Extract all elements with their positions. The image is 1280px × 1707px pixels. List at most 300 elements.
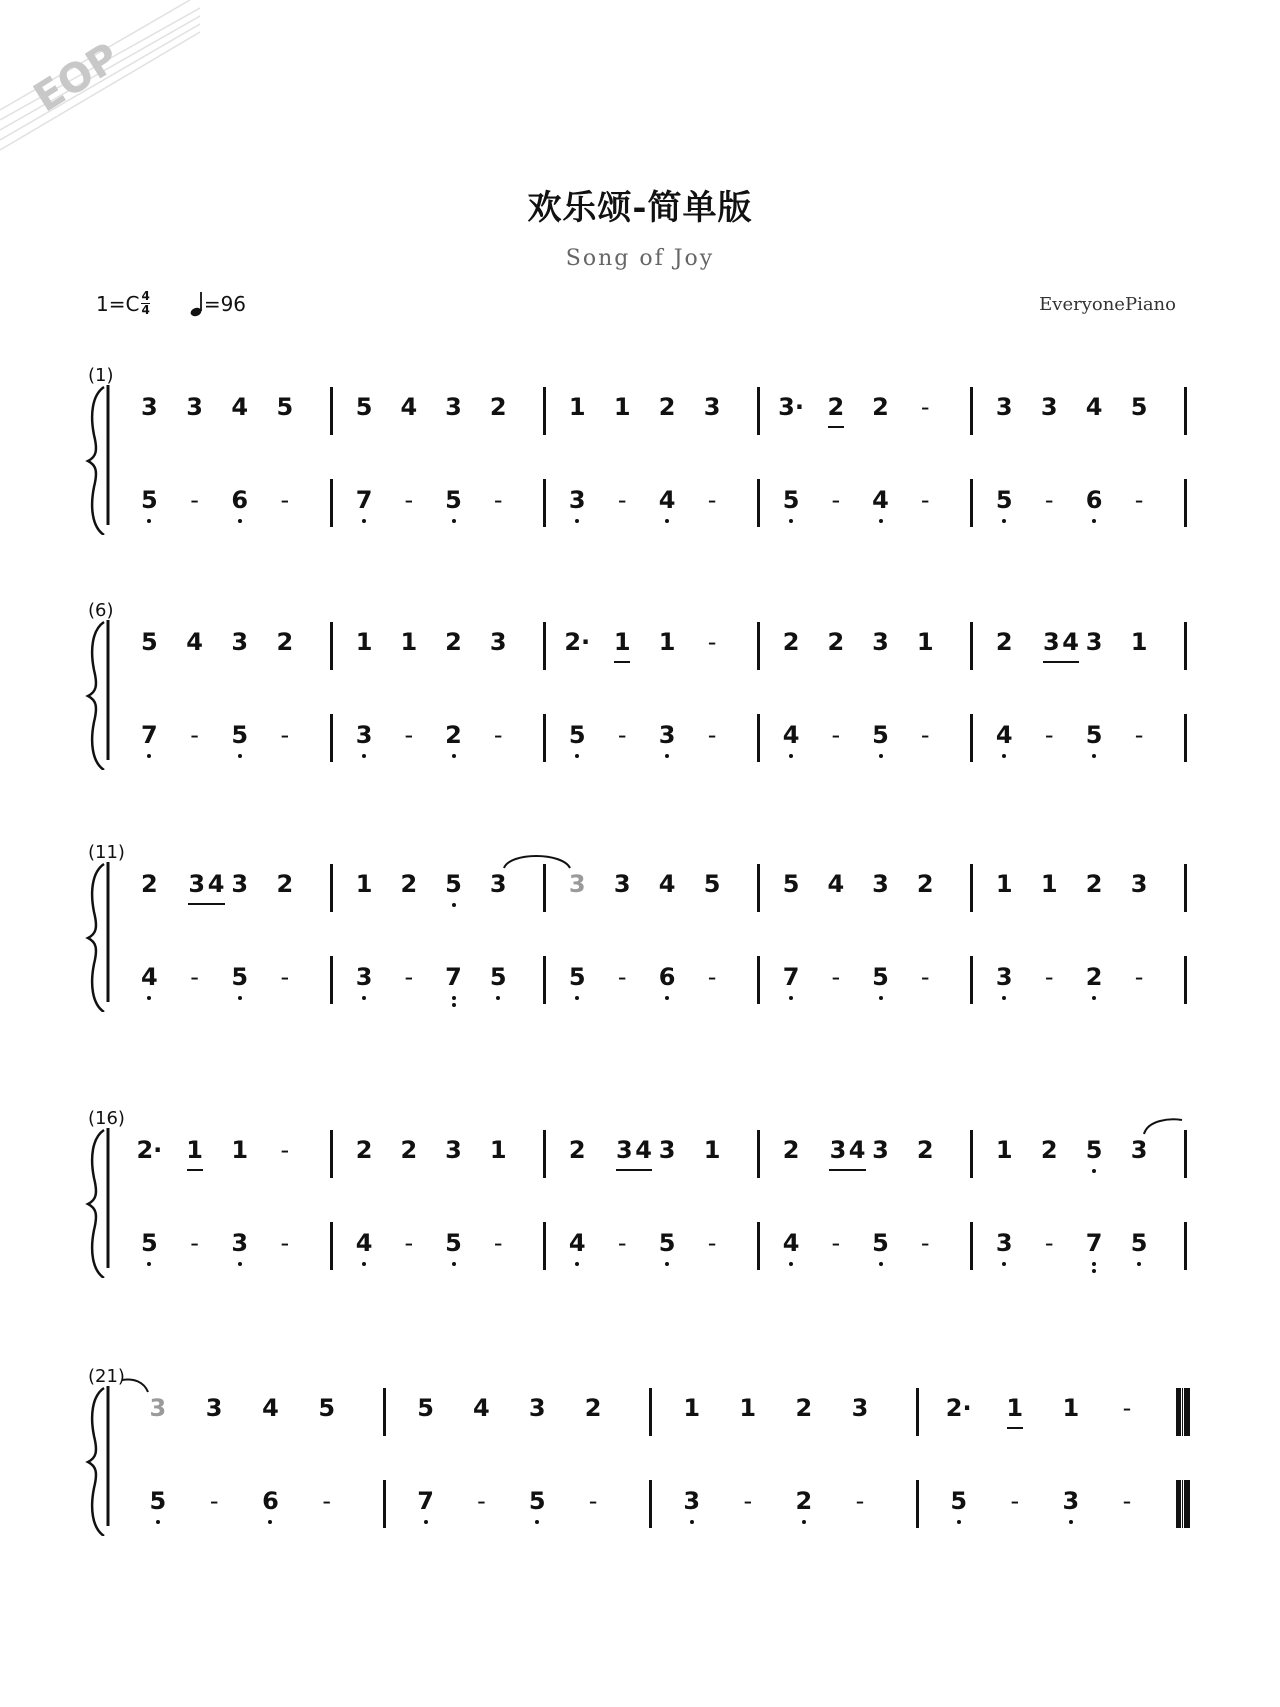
treble-note: 3 [445,1136,462,1164]
extension-dash: - [707,721,717,749]
bass-note: 4 [872,486,889,514]
barline [757,1130,760,1178]
bass-note: 3 [658,721,676,749]
extension-dash: - [190,486,199,514]
low-octave-dot [1002,754,1006,758]
bass-note: 7 [355,486,373,514]
extension-dash: - [280,721,290,749]
treble-note: 2 [995,628,1013,656]
grand-staff-brace-icon [0,385,120,535]
barline [1184,1130,1187,1178]
extension-dash: - [588,1487,598,1515]
extension-dash: - [190,1229,199,1257]
low-octave-dot [147,1262,151,1266]
treble-note: 3 [141,393,158,421]
extension-dash: - [920,393,930,421]
score-system [0,600,1280,830]
treble-note: 2 [1085,870,1103,898]
bass-note: 5 [1130,1229,1148,1257]
grand-staff-brace-icon [0,620,120,770]
low-octave-dot [789,996,793,1000]
treble-note: 4 [262,1394,279,1422]
barline [383,1480,386,1528]
low-octave-dot [665,519,669,523]
low-octave-dot [535,1520,539,1524]
bass-note: 5 [489,963,507,991]
barline [970,956,973,1004]
treble-note: 3· [778,393,804,421]
measure-number: (21) [88,1366,125,1387]
extension-dash: - [322,1487,332,1515]
extension-dash: - [477,1487,486,1515]
low-octave-dot [802,1520,806,1524]
low-octave-dot [1092,1269,1096,1273]
barline [757,387,760,435]
low-octave-dot [1092,519,1096,523]
low-octave-dot [452,754,456,758]
barline [383,1388,386,1436]
extension-dash: - [707,963,717,991]
barline [1184,387,1187,435]
treble-note: 3 [528,1394,546,1422]
treble-note: 3 [1130,1136,1148,1164]
barline [757,714,760,762]
low-octave-dot [452,996,456,1000]
barline [543,1222,546,1270]
bass-note: 3 [995,1229,1013,1257]
barline [970,714,973,762]
bass-note: 5 [995,486,1013,514]
treble-note: 2 [489,393,507,421]
extension-dash: - [1044,486,1054,514]
low-octave-dot [1002,519,1006,523]
treble-note: 4 [400,393,418,421]
treble-note: 2 [1040,1136,1058,1164]
low-octave-dot [575,754,579,758]
treble-note: 1 [568,393,586,421]
bass-note: 5 [950,1487,968,1515]
bass-note: 2 [445,721,462,749]
treble-note: 2 [141,870,158,898]
treble-note: 3 [489,628,507,656]
extension-dash: - [280,1229,290,1257]
low-octave-dot [156,1520,160,1524]
extension-dash: - [190,963,199,991]
final-barline [1181,1388,1190,1436]
barline [330,714,333,762]
treble-note: 4 [1085,393,1103,421]
low-octave-dot [789,754,793,758]
low-octave-dot [879,1262,883,1266]
barline [757,622,760,670]
barline [1184,1222,1187,1270]
bass-note: 5 [141,1229,158,1257]
barline [916,1480,919,1528]
bass-note: 5 [782,486,800,514]
barline [330,622,333,670]
bass-note: 3 [231,1229,249,1257]
treble-note: 5 [355,393,373,421]
bass-note: 4 [141,963,158,991]
treble-note: 1 [683,1394,701,1422]
extension-dash: - [617,721,627,749]
treble-note: 4 [231,393,249,421]
extension-dash: - [707,1229,717,1257]
treble-note: 3 [851,1394,869,1422]
low-octave-dot [575,1262,579,1266]
treble-note: 1 [400,628,418,656]
treble-note: 1 [739,1394,757,1422]
barline [970,1130,973,1178]
bass-note: 6 [231,486,249,514]
extension-dash: - [920,721,930,749]
measure-number: (11) [88,842,125,863]
barline [970,387,973,435]
treble-note: 1 [995,870,1013,898]
extension-dash: - [1134,963,1144,991]
treble-note: 1 [995,1136,1013,1164]
score-system [0,1366,1280,1596]
extension-dash: - [404,1229,414,1257]
treble-note: 3 [1040,393,1058,421]
extension-dash: - [280,486,290,514]
treble-note: 2· [945,1394,972,1422]
low-octave-dot [690,1520,694,1524]
bass-note: 6 [658,963,676,991]
treble-note: 1 [355,628,373,656]
treble-note: 2 [872,393,889,421]
barline [757,956,760,1004]
low-octave-dot [665,754,669,758]
barline [1184,479,1187,527]
bass-note: 5 [528,1487,546,1515]
extension-dash: - [1010,1487,1020,1515]
extension-dash: - [920,963,930,991]
extension-dash: - [831,721,841,749]
treble-note: 1 [489,1136,507,1164]
low-octave-dot [452,519,456,523]
treble-note: 3 [188,870,206,898]
extension-dash: - [1044,1229,1054,1257]
eop-watermark-logo [0,0,200,170]
treble-note: 5 [417,1394,434,1422]
barline [543,864,546,912]
treble-note: 1 [658,628,676,656]
eighth-note-underline [1043,661,1079,663]
extension-dash: - [190,721,199,749]
key-signature: 1=C [96,291,140,316]
score-system [0,1108,1280,1338]
extension-dash: - [707,628,717,656]
barline [330,956,333,1004]
treble-note: 3 [205,1394,223,1422]
bass-note: 5 [1085,721,1103,749]
low-octave-dot [789,519,793,523]
extension-dash: - [617,1229,627,1257]
low-octave-dot [575,519,579,523]
extension-dash: - [1044,721,1054,749]
low-octave-dot [665,1262,669,1266]
bass-note: 3 [1062,1487,1080,1515]
score-system [0,365,1280,595]
treble-note: 1 [613,393,631,421]
treble-note: 3 [1042,628,1060,656]
extension-dash: - [493,1229,503,1257]
bass-note: 5 [231,721,249,749]
treble-note: 4 [186,628,203,656]
barline [543,956,546,1004]
treble-note: 3 [445,393,462,421]
bass-note: 5 [872,721,889,749]
low-octave-dot [1002,1262,1006,1266]
bass-note: 5 [872,963,889,991]
treble-note: 2 [568,1136,586,1164]
low-octave-dot [1092,996,1096,1000]
low-octave-dot [362,519,366,523]
tie-arc [1140,1116,1190,1136]
low-octave-dot [238,1262,242,1266]
grand-staff-brace-icon [0,1386,120,1536]
barline [757,479,760,527]
eighth-note-underline [828,426,844,428]
barline [543,1130,546,1178]
low-octave-dot [147,996,151,1000]
barline [330,864,333,912]
barline [649,1480,652,1528]
low-octave-dot [238,519,242,523]
treble-note: 2 [916,870,934,898]
treble-note: 2 [400,870,418,898]
bass-note: 4 [995,721,1013,749]
treble-note: 1 [186,1136,203,1164]
bass-note: 5 [445,486,462,514]
barline [330,1130,333,1178]
barline [543,387,546,435]
low-octave-dot [238,996,242,1000]
bass-note: 4 [355,1229,373,1257]
treble-note: 2 [658,393,676,421]
treble-note: 3 [186,393,203,421]
bass-note: 5 [445,1229,462,1257]
barline [649,1388,652,1436]
barline [757,864,760,912]
low-octave-dot [1137,1262,1141,1266]
extension-dash: - [831,1229,841,1257]
low-octave-dot [424,1520,428,1524]
treble-note: 1 [1062,1394,1080,1422]
treble-note: 2 [400,1136,418,1164]
low-octave-dot [1092,754,1096,758]
time-signature-bottom: 4 [141,303,150,317]
grand-staff-brace-icon [0,1128,120,1278]
bass-note: 3 [355,963,373,991]
treble-note: 2 [795,1394,813,1422]
treble-note: 2 [827,393,845,421]
extension-dash: - [404,486,414,514]
treble-note: 3 [995,393,1013,421]
tie-arc [118,1376,158,1396]
extension-dash: - [404,963,414,991]
treble-note: 3 [658,1136,676,1164]
barline [543,622,546,670]
treble-note: 3 [1085,628,1103,656]
extension-dash: - [280,963,290,991]
extension-dash: - [920,486,930,514]
treble-note: 3 [703,393,721,421]
low-octave-dot [362,996,366,1000]
treble-note: 3 [615,1136,633,1164]
bass-note: 7 [1085,1229,1103,1257]
extension-dash: - [1122,1487,1132,1515]
barline [1184,714,1187,762]
low-octave-dot [1002,996,1006,1000]
barline [916,1388,919,1436]
treble-note: 3 [829,1136,847,1164]
extension-dash: - [617,486,627,514]
barline [1184,622,1187,670]
treble-note: 2 [827,628,845,656]
treble-note: 2· [136,1136,163,1164]
barline [330,1222,333,1270]
barline [543,479,546,527]
bass-note: 7 [445,963,462,991]
extension-dash: - [831,486,841,514]
bass-note: 7 [782,963,800,991]
barline [330,387,333,435]
bass-note: 6 [262,1487,279,1515]
treble-note: 1 [231,1136,249,1164]
bass-note: 5 [149,1487,167,1515]
bass-note: 4 [782,1229,800,1257]
low-octave-dot [879,519,883,523]
bass-note: 4 [658,486,676,514]
extension-dash: - [1122,1394,1132,1422]
low-octave-dot [496,996,500,1000]
barline [330,479,333,527]
bass-note: 5 [568,721,586,749]
treble-note: 3 [1130,870,1148,898]
measure-number: (1) [88,365,114,386]
measure-number: (6) [88,600,114,621]
low-octave-dot [452,1003,456,1007]
extension-dash: - [831,963,841,991]
treble-note: 5 [141,628,158,656]
bass-note: 5 [658,1229,676,1257]
extension-dash: - [1134,486,1144,514]
eighth-note-underline [829,1169,865,1171]
bass-note: 5 [872,1229,889,1257]
treble-note: 1 [703,1136,721,1164]
bass-note: 5 [231,963,249,991]
time-signature [141,290,149,317]
extension-dash: - [1134,721,1144,749]
extension-dash: - [617,963,627,991]
eighth-note-underline [187,1169,203,1171]
treble-note: 1 [1130,628,1148,656]
treble-note: 3 [489,870,507,898]
eighth-note-underline [616,1169,652,1171]
bass-note: 2 [795,1487,813,1515]
low-octave-dot [452,1262,456,1266]
treble-note: 5 [1130,393,1148,421]
treble-note: 1 [355,870,373,898]
time-signature-top: 4 [141,289,150,303]
low-octave-dot [665,996,669,1000]
bass-note: 4 [782,721,800,749]
low-octave-dot [879,996,883,1000]
tempo-marking [190,291,246,317]
extension-dash: - [209,1487,219,1515]
measure-number: (16) [88,1108,125,1129]
treble-note: 3 [872,1136,889,1164]
treble-note: 1 [1006,1394,1024,1422]
treble-note: 3 [568,870,586,898]
barline [543,714,546,762]
treble-note: 2 [276,870,294,898]
low-octave-dot [789,1262,793,1266]
treble-note: 1 [613,628,631,656]
treble-note: 3 [231,870,249,898]
low-octave-dot [362,1262,366,1266]
treble-note: 4 [848,1136,866,1164]
treble-note: 2 [276,628,294,656]
low-octave-dot [879,754,883,758]
bass-note: 3 [995,963,1013,991]
low-octave-dot [1092,1262,1096,1266]
low-octave-dot [957,1520,961,1524]
barline [970,864,973,912]
barline [1184,956,1187,1004]
song-title: 欢乐颂-简单版 [527,188,753,228]
svg-text:EOP: EOP [26,34,128,122]
treble-note: 5 [703,870,721,898]
treble-note: 4 [827,870,845,898]
eighth-note-underline [188,903,225,905]
treble-note: 2· [564,628,591,656]
bass-note: 2 [1085,963,1103,991]
low-octave-dot [1069,1520,1073,1524]
low-octave-dot [362,754,366,758]
extension-dash: - [743,1487,753,1515]
treble-note: 1 [916,628,934,656]
treble-note: 5 [782,870,800,898]
treble-note: 2 [782,628,800,656]
bass-note: 5 [141,486,158,514]
treble-note: 4 [1062,628,1079,656]
treble-note: 1 [1040,870,1058,898]
treble-note: 3 [872,870,889,898]
treble-note: 5 [445,870,462,898]
low-octave-dot [452,903,456,907]
song-subtitle: Song of Joy [565,246,715,271]
bass-note: 5 [568,963,586,991]
treble-note: 4 [473,1394,490,1422]
low-octave-dot [575,996,579,1000]
barline [757,1222,760,1270]
bass-note: 7 [417,1487,434,1515]
bass-note: 4 [568,1229,586,1257]
low-octave-dot [1092,1169,1096,1173]
treble-note: 5 [1085,1136,1103,1164]
treble-note: 3 [613,870,631,898]
barline [970,622,973,670]
extension-dash: - [707,486,717,514]
bass-note: 6 [1085,486,1103,514]
publisher-credit: EveryonePiano [1039,294,1176,315]
quarter-note-icon [190,291,204,317]
low-octave-dot [238,754,242,758]
grand-staff-brace-icon [0,862,120,1012]
